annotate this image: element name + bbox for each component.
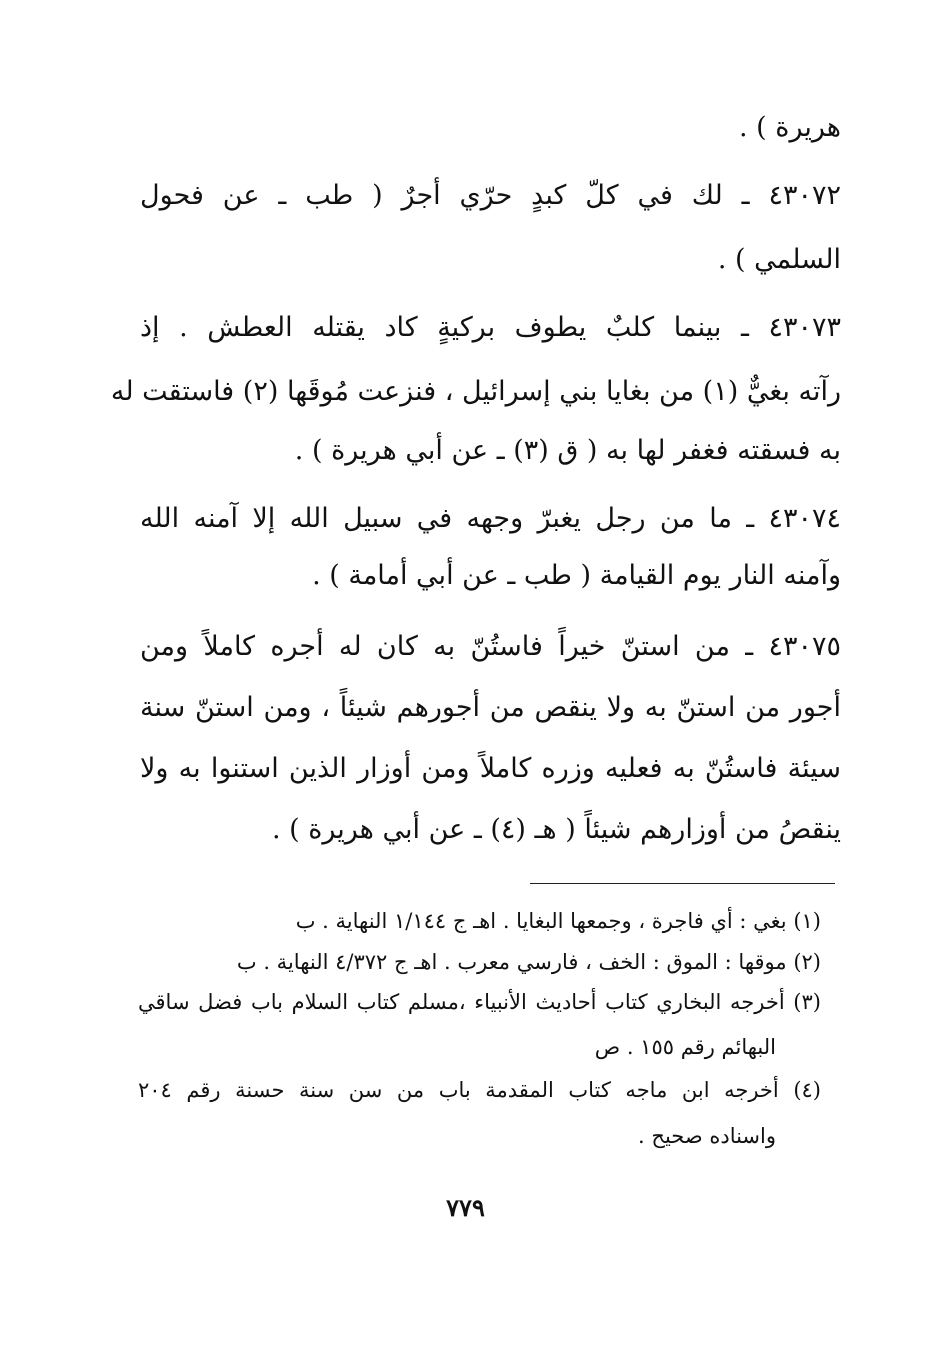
text-line: السلمي ) . bbox=[717, 244, 841, 275]
footnote-4-continuation: واسناده صحيح . bbox=[638, 1124, 776, 1148]
footnote-separator bbox=[530, 883, 835, 884]
text-line: به فسقته فغفر لها به ( ق (٣) ـ عن أبي هريرة ) . bbox=[294, 435, 841, 466]
footnote-3: (٣) أخرجه البخاري كتاب أحاديث الأنبياء ،مسلم كتاب السلام باب فضل ساقي bbox=[138, 990, 821, 1014]
footnote-1: (١) بغي : أي فاجرة ، وجمعها البغايا . اهـ ج ١/١٤٤ النهاية . ب bbox=[295, 909, 821, 933]
text-line: هريرة ) . bbox=[739, 112, 841, 143]
text-line: ينقصُ من أوزارهم شيئاً ( هـ (٤) ـ عن أبي هريرة ) . bbox=[271, 814, 841, 845]
hadith-43073-line: ٤٣٠٧٣ ـ بينما كلبٌ يطوف بركيةٍ كاد يقتله العطش . إذ bbox=[140, 312, 841, 343]
text-line: رآته بغيٌّ (١) من بغايا بني إسرائيل ، فنزعت مُوقَها (٢) فاستقت له bbox=[110, 376, 841, 407]
hadith-43075-line: ٤٣٠٧٥ ـ من استنّ خيراً فاستُنّ به كان له أجره كاملاً ومن bbox=[140, 631, 841, 662]
hadith-43074-line: ٤٣٠٧٤ ـ ما من رجل يغبرّ وجهه في سبيل الله إلا آمنه الله bbox=[140, 503, 841, 534]
footnote-4: (٤) أخرجه ابن ماجه كتاب المقدمة باب من سن سنة حسنة رقم ٢٠٤ bbox=[138, 1078, 821, 1102]
text-line: أجور من استنّ به ولا ينقص من أجورهم شيئاً ، ومن استنّ سنة bbox=[140, 692, 841, 723]
text-line: وآمنه النار يوم القيامة ( طب ـ عن أبي أمامة ) . bbox=[312, 560, 841, 591]
page-number: ٧٧٩ bbox=[446, 1193, 485, 1222]
footnote-2: (٢) موقها : الموق : الخف ، فارسي معرب . اهـ ج ٤/٣٧٢ النهاية . ب bbox=[236, 950, 821, 974]
text-line: سيئة فاستُنّ به فعليه وزره كاملاً ومن أوزار الذين استنوا به ولا bbox=[140, 753, 841, 784]
hadith-43072-line: ٤٣٠٧٢ ـ لك في كلّ كبدٍ حرّي أجرٌ ( طب ـ عن فحول bbox=[140, 180, 841, 211]
footnote-3-continuation: البهائم رقم ١٥٥ . ص bbox=[594, 1035, 776, 1059]
